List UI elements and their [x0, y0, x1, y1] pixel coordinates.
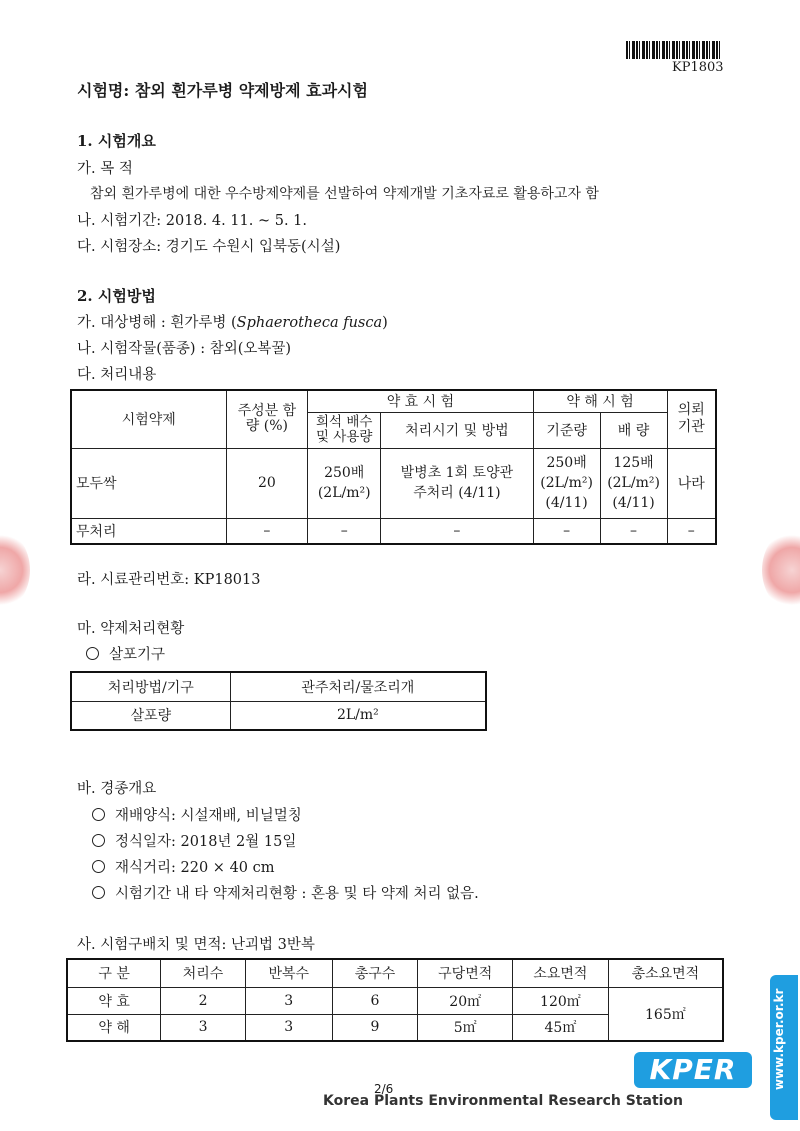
- header-method: 처리시기 및 방법: [381, 412, 533, 448]
- row1-standard: 250배 (2L/m²) (4/11): [533, 448, 600, 518]
- header-phytotoxicity: 약 해 시 험: [533, 390, 667, 412]
- treatment-status-heading: 마. 약제처리현황: [77, 621, 185, 637]
- table-cell: 3: [161, 1014, 246, 1041]
- table-cell: 3: [245, 1014, 332, 1041]
- row2-drug: 무처리: [71, 518, 226, 544]
- header-efficacy: 약 효 시 험: [308, 390, 533, 412]
- treatment-heading: 다. 처리내용: [77, 367, 157, 383]
- row1-method: 발병초 1회 토양관주처리 (4/11): [381, 448, 533, 518]
- col-category: 구 분: [67, 959, 161, 987]
- sprayer-item: [86, 643, 165, 664]
- col-required-area: 소요면적: [513, 959, 609, 987]
- row1-dilution: 250배 (2L/m²): [308, 448, 381, 518]
- row2-dilution: –: [308, 518, 381, 544]
- section-1-heading: 1. 시험개요: [77, 132, 156, 150]
- table-cell: 5㎡: [418, 1014, 513, 1041]
- kper-logo: KPER: [634, 1052, 752, 1088]
- seal-stamp-left: [0, 530, 30, 610]
- cultivation-item-4: [92, 882, 479, 903]
- cultivation-item-3: [92, 856, 275, 877]
- table-cell: 3: [245, 987, 332, 1014]
- header-double: 배 량: [600, 412, 667, 448]
- row2-organization: –: [667, 518, 716, 544]
- cultivation-text-4: 시험기간 내 타 약제처리현황 : 혼용 및 타 약제 처리 없음.: [115, 886, 479, 902]
- cultivation-text-2: 정식일자: 2018년 2월 15일: [115, 834, 297, 850]
- col-total-area: 총소요면적: [608, 959, 723, 987]
- row1-drug: 모두싹: [71, 448, 226, 518]
- test-crop: 나. 시험작물(품종) : 참외(오복꿀): [77, 341, 292, 357]
- col-treatments: 처리수: [161, 959, 246, 987]
- document-code: KP1803: [672, 60, 724, 75]
- purpose-text: 참외 흰가루병에 대한 우수방제약제를 선발하여 약제개발 기초자료로 활용하고자 함: [90, 186, 599, 202]
- sprayer-label: 살포기구: [109, 647, 166, 663]
- target-disease-suffix: ): [382, 315, 388, 331]
- spray-method-value: 관주처리/물조리개: [230, 672, 486, 701]
- table-cell: 45㎡: [513, 1014, 609, 1041]
- cultivation-heading: 바. 경종개요: [77, 781, 157, 797]
- row1-double: 125배 (2L/m²) (4/11): [600, 448, 667, 518]
- circle-bullet-icon: [92, 834, 105, 847]
- website-link[interactable]: www.kper.or.kr: [772, 988, 786, 1090]
- target-disease-scientific-name: Sphaerotheca fusca: [236, 315, 383, 331]
- row2-content: –: [226, 518, 308, 544]
- table-cell: 9: [332, 1014, 418, 1041]
- row1-organization: 나라: [667, 448, 716, 518]
- page-title: 시험명: 참외 흰가루병 약제방제 효과시험: [77, 81, 368, 100]
- target-disease: [77, 311, 388, 332]
- cultivation-item-2: [92, 830, 296, 851]
- circle-bullet-icon: [92, 860, 105, 873]
- row1-content: 20: [226, 448, 308, 518]
- circle-bullet-icon: [86, 647, 99, 660]
- col-replicates: 반복수: [245, 959, 332, 987]
- spray-amount-value: 2L/m²: [230, 701, 486, 730]
- barcode: [626, 41, 722, 59]
- cultivation-item-1: [92, 804, 302, 825]
- spray-method-label: 처리방법/기구: [71, 672, 230, 701]
- header-content: 주성분 함량 (%): [226, 390, 308, 448]
- test-period: 나. 시험기간: 2018. 4. 11. ~ 5. 1.: [77, 213, 308, 229]
- row2-method: –: [381, 518, 533, 544]
- plot-layout-table: [66, 958, 724, 1042]
- sample-number: 라. 시료관리번호: KP18013: [77, 572, 261, 588]
- plot-layout-heading: 사. 시험구배치 및 면적: 난괴법 3반복: [77, 937, 315, 953]
- spray-amount-label: 살포량: [71, 701, 230, 730]
- footer-organization: Korea Plants Environmental Research Station: [323, 1093, 684, 1109]
- circle-bullet-icon: [92, 808, 105, 821]
- page-number: 2/6: [374, 1082, 394, 1096]
- total-area-value: 165㎡: [608, 987, 723, 1041]
- header-organization: 의뢰 기관: [667, 390, 716, 448]
- spray-table: [70, 671, 487, 731]
- treatment-table: [70, 389, 717, 545]
- header-dilution: 희석 배수 및 사용량: [308, 412, 381, 448]
- cultivation-text-1: 재배양식: 시설재배, 비닐멀칭: [115, 808, 302, 824]
- test-location: 다. 시험장소: 경기도 수원시 입북동(시설): [77, 239, 341, 255]
- table-row-phyto-label: 약 해: [67, 1014, 161, 1041]
- table-row-efficacy-label: 약 효: [67, 987, 161, 1014]
- section-2-heading: 2. 시험방법: [77, 287, 156, 305]
- seal-stamp-right: [762, 530, 800, 610]
- target-disease-prefix: 가. 대상병해 : 흰가루병 (: [77, 315, 237, 331]
- table-cell: 20㎡: [418, 987, 513, 1014]
- cultivation-text-3: 재식거리: 220 × 40 cm: [115, 860, 275, 876]
- row2-double: –: [600, 518, 667, 544]
- col-plot-area: 구당면적: [418, 959, 513, 987]
- header-drug: 시험약제: [71, 390, 226, 448]
- header-standard: 기준량: [533, 412, 600, 448]
- table-cell: 2: [161, 987, 246, 1014]
- table-cell: 120㎡: [513, 987, 609, 1014]
- circle-bullet-icon: [92, 886, 105, 899]
- col-total-plots: 총구수: [332, 959, 418, 987]
- purpose-label: 가. 목 적: [77, 161, 133, 177]
- table-cell: 6: [332, 987, 418, 1014]
- row2-standard: –: [533, 518, 600, 544]
